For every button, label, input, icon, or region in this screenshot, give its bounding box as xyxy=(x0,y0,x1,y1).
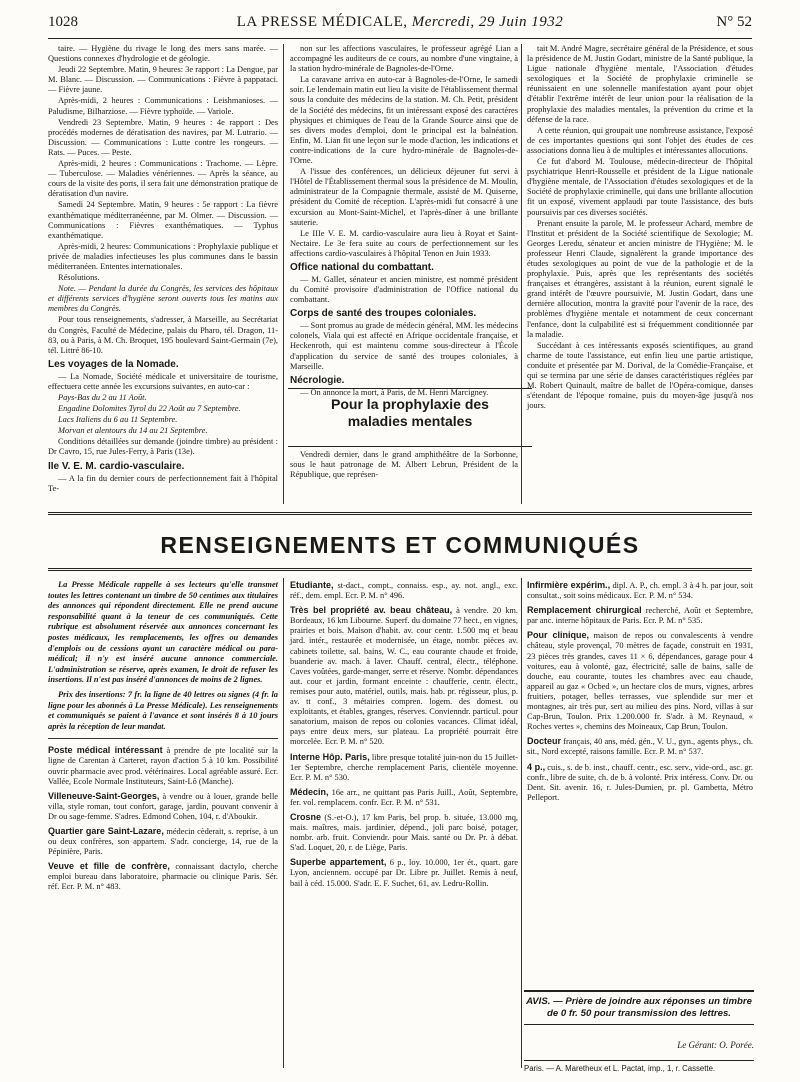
ad-text: connaissant dactylo, cherche emploi bureau dans laboratoire, pharmacie ou clinique Paris. Sér. réf. Ecr. P. M. n° 483. xyxy=(48,862,279,892)
article-heading: Corps de santé des troupes coloniales. xyxy=(290,308,477,320)
ad-text: libre presque totalité juin-non du 15 Juillet-1er Septembre, cherche remplacement Paris, clientèle moyenne. Ecr. P. M. n° 530. xyxy=(290,752,519,782)
paragraph: La Presse Médicale rappelle à ses lecteurs qu'elle transmet toutes les lettres contenant un timbre de 50 centimes aux titulaires des annonces qui répondent directement. Elle ne prend aucune responsabilité quant à la teneur de ces communiqués. Cette rubrique est absolument réservée aux annonces concernant les postes médicaux, les remplacements, les offres ou demandes d'emplois ou de cessions ayant un caractère médical ou para-médical; il n'y est inséré aucune annonce commerciale. L'administration se réserve, après examen, le droit de refuser les insertions. Il n'est pas inséré d'annonces de moins de 2 lignes. xyxy=(48,580,278,685)
paragraph: taire. — Hygiène du rivage le long des mers sans marée. — Questions connexes d'hydrologie et de géologie. xyxy=(48,44,278,64)
paragraph: — La Nomade, Société médicale et universitaire de tourisme, effectuera cette année les excursions suivantes, en auto-car : xyxy=(48,371,278,391)
ad-text: à vendre. 20 km. Bordeaux, 16 km Libourne. Superf. du domaine 77 hect., en vignes, prairies et bois. Maison d'habit. av. cour centr. 1.500 mq et beau jard. intér., restaurée et modernisée, un étage, nombr. pièces av. cabinets toilette, sal. bains, W. C., eau courante chaude et froide, buanderie av. mach. à laver. Chauff. central, électr., téléphone. Caves voûtées, garde-manger, serre et réserve. Nombr. dépendances aut. cour et jardin, formant enceinte : chaufferie, centr. électr., remises pour auto, matériel, outils, mais. hab. pr. régisseur, plus, p. av. tt conf., 3 métairies compren. logem. des domest. ou exploitants, et étables, granges, réserves. Convienndr. particul. pour sanatorium, maison de repos ou colonies vacances. Climat idéal, pays entre deux mers, sur plateau. La propriété pourrait être morcelée. Ecr. P. M. n° 520. xyxy=(290,606,519,747)
ad-text: médecin cèderait, s. reprise, à un ou deux confrères, son appartem. S'adr. concierge, 14, rue de la Pépinière, Paris. xyxy=(48,826,279,857)
paragraph: — On annonce la mort, à Paris, de M. Henri Marcigney. xyxy=(300,387,489,397)
section-divider-bottom xyxy=(48,568,752,571)
news-column-3 xyxy=(527,44,753,504)
paragraph: Vendredi 23 Septembre. Matin, 9 heures : 4e rapport : Des procédés modernes de dératisation des navires, par M. Lutrario. — Discussion. — Communications : Lutte contre les rongeurs. — Rats. — Puces. — Peste. xyxy=(48,117,278,157)
classified-ad xyxy=(527,762,753,803)
paragraph: Morvan et alentours du 14 au 21 Septembre. xyxy=(58,426,208,436)
ad-title: Crosne xyxy=(290,811,322,822)
classified-ad xyxy=(48,745,278,786)
manager-signature: Le Gérant: O. Porée. xyxy=(677,1040,754,1050)
classified-ad xyxy=(48,861,278,892)
paragraph: Après-midi, 2 heures : Communications : Leishmanioses. — Paludisme, Bilharziose. — Fièvre typhoïde. — Variole. xyxy=(48,96,278,116)
paragraph: A l'issue des conférences, un délicieux déjeuner fut servi à l'Hôtel de l'Établissement thermal sous la présidence de M. Moulin, administrateur de la Compagnie thermale, assisté de M. Quiserne, président du Comité de réception. L'après-midi fut consacré à une excursion au Mont-Saint-Michel, et l'après-dîner à une brillante sauterie. xyxy=(290,167,518,227)
printer-line: Paris. — A. Maretheux et L. Pactat, imp., 1, r. Cassette. xyxy=(524,1060,754,1073)
ad-title: Villeneuve-Saint-Georges, xyxy=(48,790,160,801)
paragraph: Le IIIe V. E. M. cardio-vasculaire aura lieu à Royat et Saint-Nectaire. Le 3e fera suite au cours de perfectionnement sur les affections cardio-vasculaires à l'hôpital Tenon en Juin 1933. xyxy=(290,228,518,258)
ad-text: 16e arr., ne quittant pas Paris Juill., Août, Septembre, fer. vol. remplacem. confr. Ecr. P. M. n° 531. xyxy=(290,787,519,807)
ad-title: Médecin, xyxy=(290,786,329,797)
ad-title: Superbe appartement, xyxy=(290,857,387,868)
paragraph: — M. Gallet, sénateur et ancien ministre, est nommé président du Comité provisoire d'administration de l'Office national du combattant. xyxy=(290,274,518,305)
paragraph: Conditions détaillées sur demande (joindre timbre) au président : Dr Cavro, 15, rue Jules-Ferry, à Paris (13e). xyxy=(48,437,278,457)
paragraph: — A la fin du dernier cours de perfectionnement fait à l'hôpital Te- xyxy=(48,473,278,493)
classified-ad xyxy=(527,630,753,732)
section-title: RENSEIGNEMENTS ET COMMUNIQUÉS xyxy=(160,532,640,558)
ad-title: Veuve et fille de confrère, xyxy=(48,861,170,872)
classified-ad xyxy=(527,736,753,757)
paragraph: Succédant à ces intéressants exposés scientifiques, au grand charme de toute l'assistance, eut enfin lieu une partie artistique, conduite et présentée par M. Dorival, de la Comédie-Française, et qui se termina par une série de danses caractéristiques réglées par M. Robert Quinault, maître de ballet de l'Opéra-comique, danses s'étendant de l'époque romaine, puis du moyen-âge jusqu'à nos jours. xyxy=(527,340,753,411)
ad-text: maison de repos ou convalescents à vendre château, style provençal, 70 mètres de façade, construit en 1931, 23 pièces très grandes, caves 11 × 6, dépendances, garage pour 4 voitures, eau à volonté, gaz, électricité, salle de bains, salle de douche, eau courante, toutes les chambres avec eau chaude, appareil au gaz « Ocbed », un hectare clos de murs, vignes, arbres fruitiers, potager, belles terrasses, vue splendide sur mer et montagnes, air très pur, sert au milieu des pins. Nord, villas à sur Cap-Brun, Toulon. Prix 1.200.000 fr. S'adr. à M. Reynaud, « Roches vertes », chemins des Moineaux, Cap Brun, Toulon. xyxy=(527,631,754,732)
article-heading: IIe V. E. M. cardio-vasculaire. xyxy=(48,460,185,472)
running-title xyxy=(48,14,752,31)
ad-text: cuis., s. de b. inst., chauff. centr., esc. serv., vide-ord., asc. gr. confr., libre de suite, ch. de b. à volonté. Prix intéress. Conv. Dr. ou Dent. Sit. avenir. 16, r. Jules-Dumien, pr. pl. Gambetta, Métro Pelleport. xyxy=(527,762,753,802)
paragraph: — Sont promus au grade de médecin général, MM. les médecins colonels, Viala qui est affecté en Afrique occidentale française, et Heckenroth, qui est maintenu comme sous-directeur à l'École d'application du service de santé des troupes coloniales, à Marseille. xyxy=(290,321,518,371)
ad-title: Interne Hôp. Paris, xyxy=(290,751,370,762)
paragraph: A cette réunion, qui groupait une nombreuse assistance, l'exposé de ces importantes questions qui sont l'objet des études de ces associations donna lieu à de multiples et intéressantes allocutions. xyxy=(527,125,753,155)
ad-text: à vendre ou à louer, grande belle villa, style roman, tout confort, garage, jardin, pouvant convenir à Dr ou sage-femme. S'adres. Edmond Cohen, 104, r. d'Aboukir. xyxy=(48,791,279,821)
rubric-intro xyxy=(48,580,278,732)
issue-date: Mercredi, 29 Juin 1932 xyxy=(411,14,564,30)
paragraph: Engadine Dolomites Tyrol du 22 Août au 7 Septembre. xyxy=(58,404,241,414)
news-column-2 xyxy=(290,44,518,397)
ads-column-2 xyxy=(290,580,518,1060)
ad-text: 6 p., loy. 10.000, 1er ét., quart. gare Lyon, anciennem. occupé par Dr. Libre pr. Juillet. Remis à neuf, bail à céd. 15.000. S'adr. E. F. Suchet, 61, av. Ledru-Rollin. xyxy=(290,858,519,888)
avis-notice: AVIS. — Prière de joindre aux réponses un timbre de 0 fr. 50 pour transmission des lettres. xyxy=(524,990,754,1025)
paragraph: Note. — Pendant la durée du Congrès, les services des hôpitaux et différents services d'hygiène seront ouverts tous les matins aux membres du Congrès. xyxy=(48,284,278,314)
paragraph: Pays-Bas du 2 au 11 Août. xyxy=(58,393,147,402)
ad-title: Pour clinique, xyxy=(527,630,590,641)
paragraph: Samedi 24 Septembre. Matin, 9 heures : 5e rapport : La fièvre exanthématique méditerranéenne, par M. Olmer. — Discussion. — Communications : Fièvres exanthématiques. — Typhus exanthématique. xyxy=(48,200,278,240)
classified-ad xyxy=(290,857,518,888)
classified-ad xyxy=(48,826,278,857)
news-column-2-continued xyxy=(290,450,518,504)
paragraph: La caravane arriva en auto-car à Bagnoles-de-l'Orne, le samedi soir. Le lendemain matin eut lieu la visite de l'établissement thermal sous la conduite des médecins de la station. M. Ch. Petit, président de la Société des médecins, fit un intéressant exposé des caractères physiques et chimiques de l'eau de la Grande Source ainsi que de ses divers modes d'emploi, dont le principal est la balnéation. Enfin, M. Lian fit une leçon sur le mode d'action, les indications et contre-indications de la cure hydro-minérale de Bagnoles-de-l'Orne. xyxy=(290,75,518,166)
ad-text: dipl. A. P., ch. empl. 3 à 4 h. par jour, soit consultat., soit soins médicaux. Ecr. P. M. n° 534. xyxy=(527,581,753,601)
box-rule-top xyxy=(288,388,532,389)
box-rule-bottom xyxy=(288,446,532,447)
paragraph: Lacs Italiens du 6 au 11 Septembre. xyxy=(58,415,178,425)
ad-text: (S.-et-O.), 17 km Paris, bel prop. b. située, 13.000 mq, mais. maîtres, mais. jardinier, dépend., joli parc boisé, potager, nombr. arb. fruit. Conviendr. pour Mais. santé ou Dr. Pr. à débat. S'ad. Loquet, 20, r. de Liège, Paris. xyxy=(290,812,519,853)
intro-rule xyxy=(48,738,278,739)
ad-title: 4 p., xyxy=(527,761,546,772)
ad-title: Docteur xyxy=(527,736,562,747)
paragraph: Après-midi, 2 heures: Communications : Prophylaxie publique et privée de maladies infectieuses les plus communes dans le bassin méditerranéen. Ententes internationales. xyxy=(48,241,278,271)
classified-ad xyxy=(290,812,518,853)
page-header xyxy=(48,14,752,36)
ad-text: st-dact., compt., connaiss. esp., ay. not. angl., exc. réf., dem. empl. Ecr. P. M. n° 496. xyxy=(290,581,518,601)
paragraph: Pour tous renseignements, s'adresser, à Marseille, au Secrétariat du Congrès, Faculté de Médecine, palais du Pharo, tél. Dragon, 11-83, ou à Paris, à M. Ch. Broquet, 195 boulevard Saint-Germain (7e), tél. Littré 86-10. xyxy=(48,315,278,355)
ads-column-3 xyxy=(527,580,753,984)
paragraph: Résolutions. xyxy=(58,273,100,283)
ads-column-1 xyxy=(48,580,278,1060)
column-rule xyxy=(521,44,522,504)
column-rule xyxy=(283,44,284,504)
issue-number: N° 52 xyxy=(716,14,752,30)
paragraph: tait M. André Magre, secrétaire général de la Présidence, et sous la présidence de M. Justin Godart, ministre de la Santé publique, la Ligue nationale d'hygiène mentale, l'Association d'études sexologiques et la Société de prophylaxie criminelle se réunissaient en une solennelle manifestation ayant pour objet d'établir l'extrême intérêt de leur union pour la réalisation de la prophylaxie des maladies mentales, la prévention du crime et la défense de la race. xyxy=(527,44,753,124)
paragraph: Jeudi 22 Septembre. Matin, 9 heures: 3e rapport : La Dengue, par M. Blanc. — Discussion. — Communications : Fièvre à pappataci. — Fièvre jaune. xyxy=(48,65,278,95)
header-rule xyxy=(48,38,752,39)
classified-ad xyxy=(290,605,518,747)
article-heading: Office national du combattant. xyxy=(290,261,434,273)
classified-ad xyxy=(527,605,753,626)
classified-ad xyxy=(48,791,278,822)
ad-title: Etudiante, xyxy=(290,580,334,590)
article-heading: Nécrologie. xyxy=(290,374,345,386)
news-column-1 xyxy=(48,44,278,504)
paragraph: Vendredi dernier, dans le grand amphithéâtre de la Sorbonne, sous le haut patronage de M. Albert Lebrun, Président de la République, que représen- xyxy=(290,450,518,480)
column-rule xyxy=(283,578,284,1068)
ad-title: Remplacement chirurgical xyxy=(527,605,642,616)
ad-title: Quartier gare Saint-Lazare, xyxy=(48,825,164,836)
ad-title: Très bel propriété av. beau château, xyxy=(290,605,453,616)
article-box-title: Pour la prophylaxie des maladies mentales xyxy=(331,396,489,429)
paragraph: non sur les affections vasculaires, le professeur agrégé Lian a accompagné les auditeurs de ce cours, au nombre d'une vingtaine, à la station hydro-minérale de Bagnoles-de-l'Orne. xyxy=(290,44,518,74)
ad-title: Poste médical intéressant xyxy=(48,745,163,756)
page-number: 1028 xyxy=(48,14,78,30)
journal-name: LA PRESSE MÉDICALE, xyxy=(236,14,408,30)
ad-title: Infirmière expérim., xyxy=(527,580,611,590)
column-rule xyxy=(521,578,522,1068)
paragraph: Après-midi, 2 heures : Communications : Trachome. — Lèpre. — Tuberculose. — Maladies vénériennes. — Après la séance, au cours de la visite des ports, il sera fait une démonstration pratique de dératisation d'un navire. xyxy=(48,159,279,199)
classified-ad xyxy=(527,580,753,601)
ad-text: français, 40 ans, méd. gén., V. U., gyn., agents phys., ch. sit., Nord excepté, raisons famille. Ecr. P. M. n° 537. xyxy=(527,737,753,757)
classified-ad xyxy=(290,752,518,783)
article-heading: Les voyages de la Nomade. xyxy=(48,358,179,370)
ad-text: à prendre de pte localité sur la ligne de Carentan à Carteret, rayon d'action 5 à 10 km. Possibilité ouvrir pharmacie avec prod. vétérinaires. Local agréable assuré. Ecr. Vallée, Ecole Normale Instituteurs, Saint-Lô (Manche). xyxy=(48,746,279,786)
classified-ad xyxy=(290,787,518,808)
section-divider-top xyxy=(48,512,752,515)
paragraph: Ce fut d'abord M. Toulouse, médecin-directeur de l'hôpital psychiatrique Henri-Rousselle et président de la Ligue nationale d'hygiène mentale, de l'Association d'études sexologiques et de la Société de prophylaxie criminelle, qui dans une brillante allocution fit un exposé, vivement applaudi par toute l'assistance, des buts poursuivis par ces diverses sociétés. xyxy=(527,157,753,217)
classified-ad xyxy=(290,580,518,601)
paragraph: Prix des insertions: 7 fr. la ligne de 40 lettres ou signes (4 fr. la ligne pour les abonnés à La Presse Médicale). Les renseignements et communiqués se paient à l'avance et sont insérés 8 à 10 jours après la réception de leur mandat. xyxy=(48,689,278,731)
paragraph: Prenant ensuite la parole, M. le professeur Achard, membre de l'Institut et président de la Société scientifique de Sexologie; M. Georges Leredu, sénateur et ancien ministre de l'Hygiène; M. le professeur Henri Claude, signalèrent la grande importance des études sexologiques au point de vue de la pathologie et de la prophylaxie. Puis, après que les représentants des sociétés françaises et étrangères, assistant à la réunion, eurent signalé le grand intérêt de l'œuvre poursuivie, M. Justin Godart, dans une dernière allocution, montra la gravité pour l'avenir de la race, des problèmes d'hygiène mentale et notamment de ceux concernant l'enfance, dont la culpabilité est si fréquemment conditionnée par la maladie. xyxy=(527,218,753,339)
ad-text: recherché, Août et Septembre, par anc. interne hôpitaux de Paris. Ecr. P. M. n° 535. xyxy=(527,606,754,626)
